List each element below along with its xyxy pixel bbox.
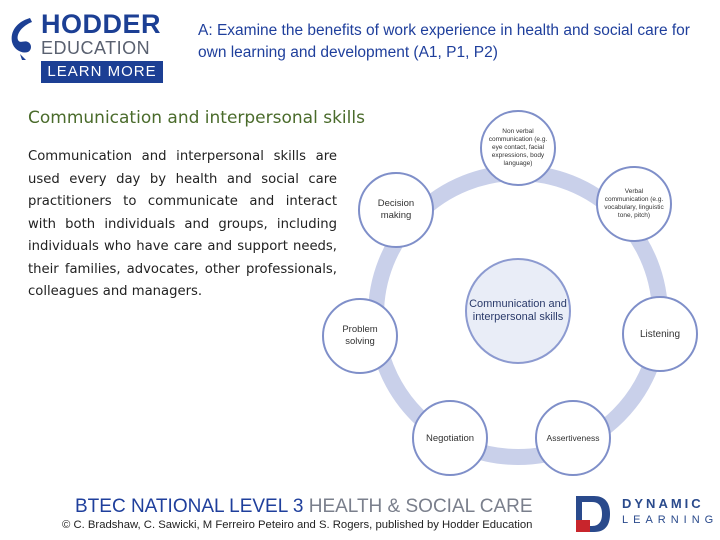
node-negotiation: [412, 400, 488, 476]
node-listening: [622, 296, 698, 372]
node-assertiveness: [535, 400, 611, 476]
dynamic-learning-logo: [570, 490, 719, 536]
footer-credit: © C. Bradshaw, C. Sawicki, M Ferreiro Peteiro and S. Rogers, published by Hodder Education: [62, 519, 533, 531]
node-decision-making: [358, 172, 434, 248]
footer-title-level: BTEC NATIONAL LEVEL 3: [75, 496, 304, 517]
logo-hodder-text: HODDER: [41, 9, 162, 39]
dl-text-learning: LEARNING: [622, 514, 719, 526]
node-assertiveness-label: Assertiveness: [546, 433, 600, 443]
slide-header-title: A: Examine the benefits of work experience in health and social care for own learning and development (A1, P1, P2): [198, 22, 690, 61]
center-node: [465, 258, 571, 364]
center-node-label: Communication and interpersonal skills: [469, 298, 567, 323]
node-nonverbal: [480, 110, 556, 186]
node-nonverbal-label: Non verbal communication (e.g. eye contact, facial expressions, body language): [488, 128, 548, 167]
node-problem-solving: [322, 298, 398, 374]
footer-title: [75, 496, 533, 518]
node-problem-solving-label: Problem solving: [342, 324, 378, 347]
node-decision-making-label: Decision making: [377, 198, 415, 221]
hodder-education-logo: [6, 8, 166, 80]
skills-cycle-diagram: [330, 110, 720, 470]
dynamic-learning-mark-icon: [570, 490, 616, 536]
footer-title-subject: HEALTH & SOCIAL CARE: [308, 496, 533, 517]
logo-learn-more-text: LEARN MORE: [47, 63, 157, 80]
node-listening-label: Listening: [639, 328, 681, 340]
section-title: Communication and interpersonal skills: [28, 108, 365, 128]
node-verbal: [596, 166, 672, 242]
hodder-hook-icon: [8, 16, 38, 62]
logo-education-text: EDUCATION: [41, 38, 151, 58]
node-negotiation-label: Negotiation: [425, 432, 475, 444]
node-verbal-label: Verbal communication (e.g. vocabulary, linguistic tone, pitch): [604, 188, 664, 219]
section-body-text: Communication and interpersonal skills are used every day by health and social care practitioners to communicate and interact with both individuals and groups, including individuals who have care and support needs, their families, advocates, other professionals, colleagues and managers.: [28, 149, 337, 299]
dl-text-dynamic: DYNAMIC: [622, 496, 704, 511]
